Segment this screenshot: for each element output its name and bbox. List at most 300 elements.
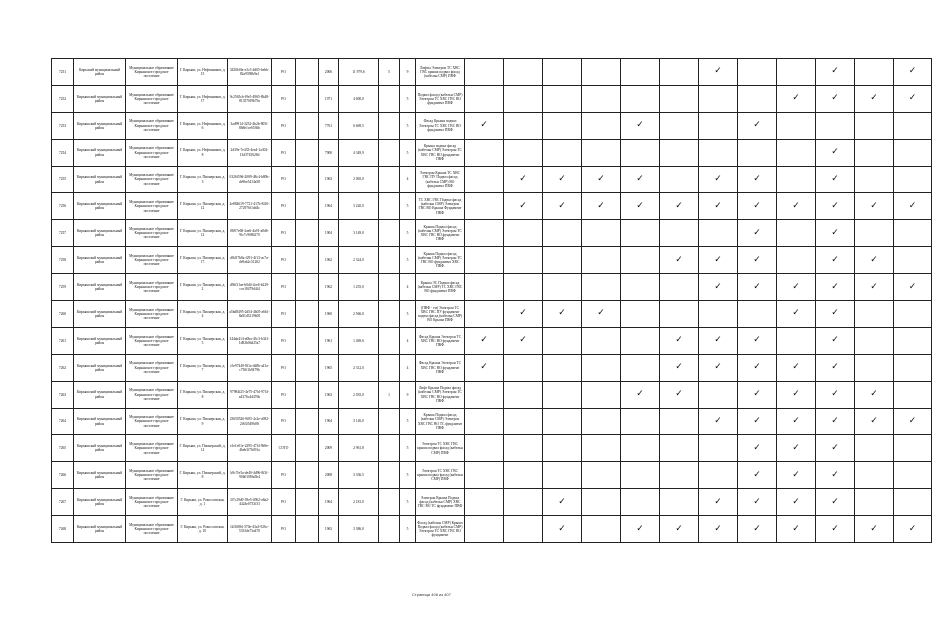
address-cell: Г. Кирьяш, ул. Пионерская, д. 9 bbox=[178, 408, 228, 435]
check-cell bbox=[699, 85, 738, 112]
row-number-cell: 7262 bbox=[52, 354, 74, 381]
check-cell bbox=[894, 59, 932, 86]
district-cell: Кирьяшский муниципальный район bbox=[74, 435, 126, 462]
check-mark-icon: ✓ bbox=[714, 362, 722, 373]
check-mark-icon: ✓ bbox=[792, 496, 800, 507]
check-mark-icon: ✓ bbox=[831, 496, 839, 507]
check-cell bbox=[582, 85, 621, 112]
check-cell bbox=[777, 462, 816, 489]
check-mark-icon: ✓ bbox=[714, 281, 722, 292]
check-mark-icon: ✓ bbox=[831, 335, 839, 346]
check-cell bbox=[738, 408, 777, 435]
check-cell bbox=[504, 354, 543, 381]
year-cell: 1971 bbox=[319, 85, 339, 112]
check-cell bbox=[621, 274, 660, 301]
area-cell: 3 336,5 bbox=[339, 462, 379, 489]
check-cell bbox=[816, 381, 855, 408]
area-cell: 1 469,6 bbox=[339, 327, 379, 354]
entrances-cell: 5 bbox=[400, 489, 416, 516]
check-cell bbox=[582, 274, 621, 301]
check-cell bbox=[621, 381, 660, 408]
check-mark-icon: ✓ bbox=[831, 227, 839, 238]
check-mark-icon: ✓ bbox=[558, 308, 566, 319]
check-mark-icon: ✓ bbox=[519, 174, 527, 184]
check-cell bbox=[582, 59, 621, 86]
check-cell bbox=[777, 301, 816, 328]
rented-cell bbox=[296, 220, 319, 247]
fias-code-cell: 2e884619-7721-417b-8f26-272976f1dd4c bbox=[228, 193, 272, 220]
address-cell: Г. Кирьяш, ул. Пионерская, д. 3 bbox=[178, 166, 228, 193]
check-mark-icon: ✓ bbox=[870, 416, 878, 427]
check-cell bbox=[543, 166, 582, 193]
check-mark-icon: ✓ bbox=[675, 335, 683, 346]
check-cell bbox=[699, 408, 738, 435]
check-mark-icon: ✓ bbox=[597, 174, 605, 184]
check-mark-icon: ✓ bbox=[597, 308, 605, 319]
check-mark-icon: ✓ bbox=[792, 93, 800, 104]
check-cell bbox=[738, 327, 777, 354]
check-cell bbox=[855, 247, 894, 274]
rented-cell bbox=[296, 301, 319, 328]
check-cell bbox=[543, 112, 582, 139]
check-mark-icon: ✓ bbox=[831, 147, 839, 158]
district-cell: Кирьяшский муниципальный район bbox=[74, 139, 126, 166]
area-cell: 3 126,0 bbox=[339, 408, 379, 435]
check-cell bbox=[543, 301, 582, 328]
check-cell bbox=[660, 462, 699, 489]
floors-cell bbox=[379, 85, 400, 112]
check-cell bbox=[816, 139, 855, 166]
check-cell bbox=[738, 139, 777, 166]
check-cell bbox=[465, 166, 504, 193]
check-mark-icon: ✓ bbox=[636, 174, 644, 184]
floors-cell bbox=[379, 327, 400, 354]
check-cell bbox=[465, 112, 504, 139]
table-row bbox=[52, 435, 932, 462]
check-mark-icon: ✓ bbox=[831, 200, 839, 211]
check-mark-icon: ✓ bbox=[753, 523, 761, 534]
check-cell bbox=[855, 489, 894, 516]
check-cell bbox=[543, 381, 582, 408]
check-mark-icon: ✓ bbox=[714, 200, 722, 211]
row-number-cell: 7265 bbox=[52, 435, 74, 462]
entrances-cell: 4 bbox=[400, 354, 416, 381]
check-cell bbox=[621, 408, 660, 435]
check-cell bbox=[699, 381, 738, 408]
fias-code-cell: 0326f59d-2089-48c4-b80b-de9be5414a58 bbox=[228, 166, 272, 193]
check-mark-icon: ✓ bbox=[636, 523, 644, 534]
check-mark-icon: ✓ bbox=[753, 254, 761, 265]
check-cell bbox=[894, 327, 932, 354]
check-mark-icon: ✓ bbox=[753, 335, 761, 346]
settlement-cell: Муниципальное образование Кирьянское городское поселение bbox=[126, 516, 178, 543]
rented-cell bbox=[296, 354, 319, 381]
check-cell bbox=[816, 435, 855, 462]
address-cell: Г. Кирьяш, ул. Пионерская, д. 4 bbox=[178, 301, 228, 328]
check-cell bbox=[816, 327, 855, 354]
table-row bbox=[52, 166, 932, 193]
check-cell bbox=[504, 516, 543, 543]
row-number-cell: 7257 bbox=[52, 220, 74, 247]
check-cell bbox=[699, 462, 738, 489]
check-mark-icon: ✓ bbox=[792, 200, 800, 211]
check-cell bbox=[660, 301, 699, 328]
year-cell: 7900 bbox=[319, 139, 339, 166]
check-cell bbox=[816, 489, 855, 516]
check-mark-icon: ✓ bbox=[831, 254, 839, 265]
floors-cell bbox=[379, 301, 400, 328]
floors-cell bbox=[379, 193, 400, 220]
check-mark-icon: ✓ bbox=[908, 416, 917, 427]
row-number-cell: 7266 bbox=[52, 462, 74, 489]
check-cell bbox=[543, 220, 582, 247]
year-cell: 2006 bbox=[319, 59, 339, 86]
floors-cell bbox=[379, 220, 400, 247]
check-cell bbox=[465, 381, 504, 408]
check-cell bbox=[738, 85, 777, 112]
check-cell bbox=[738, 381, 777, 408]
check-cell bbox=[504, 85, 543, 112]
check-cell bbox=[699, 112, 738, 139]
check-cell bbox=[621, 462, 660, 489]
check-cell bbox=[465, 354, 504, 381]
rented-cell bbox=[296, 435, 319, 462]
fias-code-cell: 9c2565cb-f9e5-4965-8b48-813570f9b79a bbox=[228, 85, 272, 112]
check-cell bbox=[543, 462, 582, 489]
management-form-cell: РО bbox=[272, 274, 296, 301]
table-row bbox=[52, 85, 932, 112]
district-cell: Кирьяшский муниципальный район bbox=[74, 247, 126, 274]
check-cell bbox=[465, 327, 504, 354]
check-cell bbox=[816, 354, 855, 381]
address-cell: Г. Кирьяш, ул. Пионерская, д. 2 bbox=[178, 274, 228, 301]
check-mark-icon: ✓ bbox=[675, 523, 683, 534]
check-mark-icon: ✓ bbox=[597, 200, 605, 211]
management-form-cell: РО bbox=[272, 381, 296, 408]
address-cell: Г. Кирьяш, ул. Пионерский, д. 8 bbox=[178, 462, 228, 489]
check-mark-icon: ✓ bbox=[675, 200, 683, 211]
check-mark-icon: ✓ bbox=[714, 496, 722, 507]
floors-cell bbox=[379, 166, 400, 193]
check-cell bbox=[738, 247, 777, 274]
works-list-cell: Подвал фасад (кабельн СМР) Электрон ТС ХВС ГВС ВО фундамент ПВФ bbox=[416, 85, 465, 112]
check-mark-icon: ✓ bbox=[480, 362, 488, 373]
management-form-cell: РО bbox=[272, 489, 296, 516]
check-cell bbox=[582, 354, 621, 381]
check-cell bbox=[738, 166, 777, 193]
check-mark-icon: ✓ bbox=[831, 308, 839, 319]
district-cell: Кирьяшский муниципальный район bbox=[74, 354, 126, 381]
fias-code-cell: 344ab414-a0ba-43c3-b341-1d82b06d25a7 bbox=[228, 327, 272, 354]
check-cell bbox=[660, 408, 699, 435]
management-form-cell: РО bbox=[272, 354, 296, 381]
entrances-cell: 5 bbox=[400, 462, 416, 489]
works-list-cell: Крыша ЭС Подвал фасад (кабельн СМР) ТС ХВС ГВС ВО фундамент ПВФ bbox=[416, 274, 465, 301]
check-mark-icon: ✓ bbox=[831, 362, 839, 373]
fias-code-cell: b9c7fe5a-de40-4d96-8f3f-90b0108fa5b4 bbox=[228, 462, 272, 489]
check-mark-icon: ✓ bbox=[908, 200, 917, 211]
settlement-cell: Муниципальное образование Кирьянское городское поселение bbox=[126, 166, 178, 193]
check-mark-icon: ✓ bbox=[753, 174, 761, 184]
area-cell: 2 065,0 bbox=[339, 166, 379, 193]
check-mark-icon: ✓ bbox=[558, 523, 566, 534]
table-row bbox=[52, 354, 932, 381]
check-mark-icon: ✓ bbox=[675, 254, 683, 265]
check-cell bbox=[660, 112, 699, 139]
check-mark-icon: ✓ bbox=[792, 281, 800, 292]
check-cell bbox=[660, 85, 699, 112]
works-list-cell: Крыша подвал фасад (кабельн СМР) Электрон ТС ХВС ГВС ВО фундамент ПВФ bbox=[416, 139, 465, 166]
address-cell: Г. Кирьяш, ул. Пионерская, д. 5 bbox=[178, 327, 228, 354]
address-cell: Г. Кирьяш, ул. Пионерский, д. 12 bbox=[178, 435, 228, 462]
check-cell bbox=[621, 193, 660, 220]
check-cell bbox=[894, 354, 932, 381]
rented-cell bbox=[296, 166, 319, 193]
rented-cell bbox=[296, 489, 319, 516]
check-cell bbox=[621, 220, 660, 247]
check-mark-icon: ✓ bbox=[675, 362, 683, 373]
settlement-cell: Муниципальное образование Кирьянское городское поселение bbox=[126, 274, 178, 301]
check-cell bbox=[660, 489, 699, 516]
row-number-cell: 7255 bbox=[52, 166, 74, 193]
works-list-cell: Лифты Электрон ТС ХВС ГВС крыша подвал фасад (кабельн СМР) ПВФ bbox=[416, 59, 465, 86]
rented-cell bbox=[296, 274, 319, 301]
works-list-cell: Крыша Подвал фасад (кабельн СМР) Электрон ТС ХВС ГВС ВО фундамент ПВФ bbox=[416, 220, 465, 247]
entrances-cell: 4 bbox=[400, 274, 416, 301]
district-cell: Кирьяшский муниципальный район bbox=[74, 301, 126, 328]
row-number-cell: 7256 bbox=[52, 193, 74, 220]
check-cell bbox=[543, 354, 582, 381]
district-cell: Кирьяшский муниципальный район bbox=[74, 462, 126, 489]
check-cell bbox=[738, 112, 777, 139]
year-cell: 1962 bbox=[319, 274, 339, 301]
address-cell: Г. Кирьяш, ул. Нефтяников, д. 17 bbox=[178, 85, 228, 112]
check-mark-icon: ✓ bbox=[519, 200, 527, 211]
rented-cell bbox=[296, 247, 319, 274]
check-mark-icon: ✓ bbox=[480, 335, 488, 346]
address-cell: Г. Кирьяш, ул. Нефтяников, д. 6 bbox=[178, 112, 228, 139]
check-cell bbox=[504, 301, 543, 328]
settlement-cell: Муниципальное образование Кирьянское городское поселение bbox=[126, 354, 178, 381]
address-cell: Г. Кирьяш, ул. Пионерская, д. 17 bbox=[178, 247, 228, 274]
row-number-cell: 7254 bbox=[52, 139, 74, 166]
check-cell bbox=[699, 274, 738, 301]
check-cell bbox=[660, 59, 699, 86]
check-cell bbox=[699, 166, 738, 193]
check-mark-icon: ✓ bbox=[753, 120, 761, 131]
area-cell: 3 386,0 bbox=[339, 516, 379, 543]
row-number-cell: 7263 bbox=[52, 381, 74, 408]
area-cell: 3 220,0 bbox=[339, 193, 379, 220]
check-mark-icon: ✓ bbox=[480, 120, 488, 131]
check-cell bbox=[738, 516, 777, 543]
check-cell bbox=[855, 220, 894, 247]
check-mark-icon: ✓ bbox=[753, 496, 761, 507]
check-cell bbox=[660, 139, 699, 166]
settlement-cell: Муниципальное образование Кирьянское городское поселение bbox=[126, 59, 178, 86]
year-cell: 1964 bbox=[319, 408, 339, 435]
row-number-cell: 7258 bbox=[52, 247, 74, 274]
fias-code-cell: 3ad9914-3252-4b2b-805f-8b8e1ce6536b bbox=[228, 112, 272, 139]
check-cell bbox=[855, 59, 894, 86]
check-cell bbox=[777, 489, 816, 516]
check-cell bbox=[504, 112, 543, 139]
check-cell bbox=[660, 193, 699, 220]
check-cell bbox=[582, 166, 621, 193]
row-number-cell: 7253 bbox=[52, 112, 74, 139]
check-cell bbox=[660, 220, 699, 247]
year-cell: 1963 bbox=[319, 381, 339, 408]
check-cell bbox=[855, 112, 894, 139]
check-mark-icon: ✓ bbox=[870, 281, 878, 292]
check-mark-icon: ✓ bbox=[753, 227, 761, 238]
rented-cell bbox=[296, 516, 319, 543]
works-list-cell: ТС ХВС ГВС Подвал фасад (кабельн СМР) Электрон ГВС ВО Крыша Фундамент ПВФ bbox=[416, 193, 465, 220]
check-cell bbox=[699, 193, 738, 220]
table-row bbox=[52, 247, 932, 274]
check-mark-icon: ✓ bbox=[753, 442, 761, 453]
management-form-cell: РО bbox=[272, 516, 296, 543]
works-list-cell: Крыша Подвал фасад (кабельн СМР) Электрон ХВС ГВС ВО ТС фундамент ПВФ bbox=[416, 408, 465, 435]
check-cell bbox=[894, 166, 932, 193]
check-mark-icon: ✓ bbox=[908, 93, 917, 104]
check-cell bbox=[504, 435, 543, 462]
fias-code-cell: 3f7c29d0-39e5-4962-a8a2-4424e0733f33 bbox=[228, 489, 272, 516]
year-cell: 1904 bbox=[319, 220, 339, 247]
year-cell: 1961 bbox=[319, 327, 339, 354]
check-mark-icon: ✓ bbox=[870, 200, 878, 211]
check-cell bbox=[777, 166, 816, 193]
check-mark-icon: ✓ bbox=[831, 523, 839, 534]
check-mark-icon: ✓ bbox=[753, 281, 761, 292]
district-cell: Кирьяшский муниципальный район bbox=[74, 327, 126, 354]
check-cell bbox=[543, 85, 582, 112]
settlement-cell: Муниципальное образование Кирьянское городское поселение bbox=[126, 220, 178, 247]
settlement-cell: Муниципальное образование Кирьянское городское поселение bbox=[126, 112, 178, 139]
check-cell bbox=[504, 327, 543, 354]
check-cell bbox=[621, 112, 660, 139]
rented-cell bbox=[296, 139, 319, 166]
check-cell bbox=[855, 327, 894, 354]
year-cell: 1963 bbox=[319, 166, 339, 193]
rented-cell bbox=[296, 112, 319, 139]
check-cell bbox=[504, 247, 543, 274]
works-list-cell: Фасад Крыша подвал Электрон ТС ХВС ГВС ВО фундамент ПВФ bbox=[416, 112, 465, 139]
fias-code-cell: d8d17b8a-f291-4f13-ac7a-de9ab2c51202 bbox=[228, 247, 272, 274]
entrances-cell: 5 bbox=[400, 139, 416, 166]
management-form-cell: РО bbox=[272, 166, 296, 193]
settlement-cell: Муниципальное образование Кирьянское городское поселение bbox=[126, 301, 178, 328]
check-cell bbox=[699, 435, 738, 462]
check-cell bbox=[465, 516, 504, 543]
rented-cell bbox=[296, 85, 319, 112]
floors-cell bbox=[379, 462, 400, 489]
table-row bbox=[52, 301, 932, 328]
check-cell bbox=[738, 59, 777, 86]
check-cell bbox=[621, 247, 660, 274]
check-cell bbox=[582, 220, 621, 247]
check-cell bbox=[543, 516, 582, 543]
check-cell bbox=[777, 59, 816, 86]
check-cell bbox=[777, 193, 816, 220]
check-cell bbox=[465, 489, 504, 516]
check-mark-icon: ✓ bbox=[519, 335, 527, 346]
check-mark-icon: ✓ bbox=[792, 416, 800, 427]
settlement-cell: Муниципальное образование Кирьянское городское поселение bbox=[126, 247, 178, 274]
check-cell bbox=[699, 489, 738, 516]
district-cell: Кирьяшский муниципальный район bbox=[74, 489, 126, 516]
area-cell: 2 035,0 bbox=[339, 381, 379, 408]
management-form-cell: РО bbox=[272, 220, 296, 247]
address-cell: Г. Кирьяш, ул. Пионерская, д. 8 bbox=[178, 381, 228, 408]
check-cell bbox=[816, 247, 855, 274]
district-cell: Кирьяшский муниципальный район bbox=[74, 193, 126, 220]
check-cell bbox=[465, 462, 504, 489]
area-cell: 2 961,8 bbox=[339, 435, 379, 462]
check-cell bbox=[504, 59, 543, 86]
check-mark-icon: ✓ bbox=[792, 523, 800, 534]
register-table bbox=[51, 58, 932, 543]
check-cell bbox=[465, 301, 504, 328]
settlement-cell: Муниципальное образование Кирьянское городское поселение bbox=[126, 435, 178, 462]
check-cell bbox=[738, 354, 777, 381]
check-cell bbox=[543, 247, 582, 274]
works-list-cell: Электрон Крыша Подвал фасад (кабельн СМР) ХВС ГВС ВО ТС фундамент ПВФ bbox=[416, 489, 465, 516]
page-footer: Страница 406 из 407 bbox=[412, 592, 451, 597]
check-mark-icon: ✓ bbox=[558, 200, 566, 211]
entrances-cell: 5 bbox=[400, 247, 416, 274]
check-mark-icon: ✓ bbox=[753, 389, 761, 400]
table-row bbox=[52, 408, 932, 435]
entrances-cell: 5 bbox=[400, 220, 416, 247]
check-cell bbox=[738, 220, 777, 247]
check-mark-icon: ✓ bbox=[831, 389, 839, 400]
floors-cell: 1 bbox=[379, 381, 400, 408]
district-cell: Кирьский муниципальный район bbox=[74, 59, 126, 86]
check-cell bbox=[504, 139, 543, 166]
check-cell bbox=[816, 112, 855, 139]
check-cell bbox=[582, 327, 621, 354]
address-cell: Г. Кирьяш, ул. Нефтяников, д. 8 bbox=[178, 139, 228, 166]
check-cell bbox=[894, 193, 932, 220]
works-list-cell: Электрон ТС ХВС ГВС крыша подвал фасад (кабельн СМР) ПВФ bbox=[416, 435, 465, 462]
row-number-cell: 7260 bbox=[52, 301, 74, 328]
check-cell bbox=[699, 139, 738, 166]
rented-cell bbox=[296, 193, 319, 220]
check-cell bbox=[582, 489, 621, 516]
year-cell: 2008 bbox=[319, 462, 339, 489]
rented-cell bbox=[296, 59, 319, 86]
entrances-cell: 9 bbox=[400, 381, 416, 408]
check-cell bbox=[504, 274, 543, 301]
check-mark-icon: ✓ bbox=[714, 254, 722, 265]
check-cell bbox=[855, 462, 894, 489]
check-cell bbox=[543, 435, 582, 462]
check-cell bbox=[699, 327, 738, 354]
check-mark-icon: ✓ bbox=[792, 389, 800, 400]
check-cell bbox=[855, 301, 894, 328]
check-mark-icon: ✓ bbox=[908, 66, 917, 77]
check-cell bbox=[777, 112, 816, 139]
settlement-cell: Муниципальное образование Кирьянское городское поселение bbox=[126, 381, 178, 408]
check-cell bbox=[816, 85, 855, 112]
row-number-cell: 7264 bbox=[52, 408, 74, 435]
check-cell bbox=[894, 462, 932, 489]
check-cell bbox=[582, 112, 621, 139]
check-cell bbox=[582, 301, 621, 328]
check-cell bbox=[621, 516, 660, 543]
floors-cell bbox=[379, 112, 400, 139]
